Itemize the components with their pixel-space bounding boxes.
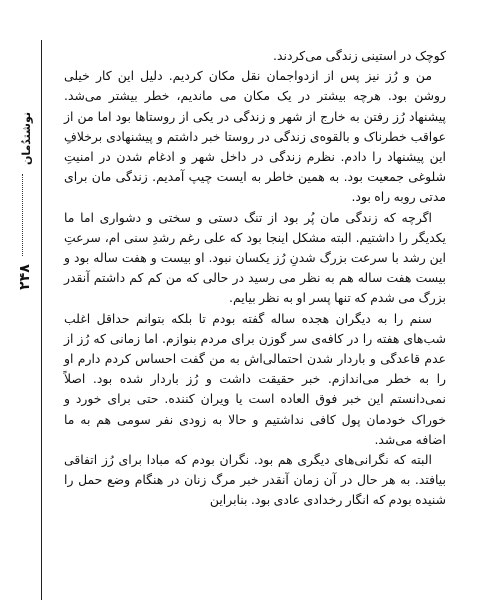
- paragraph: سنم را به دیگران هجده ساله گفته بودم تا بلکه بتوانم حداقل اغلب شب‌های هفته را در کافه‌ی سر گوزن برای مردم بنوازم. اما زمانی که رُز از عدم قاعدگی و باردار شدن احتمالی‌اش به من گفت احساس کردم دارم او را به خطر می‌اندازم. خبر حقیقت داشت و رُز باردار شده بود. اصلاً نمی‌دانستم این خبر فوق العاده است یا ویران کننده. حتی برای خورد و خوراک خودمان پول کافی نداشتیم و حالا به زودی نفر سومی هم به ما اضافه می‌شد.: [64, 310, 446, 447]
- paragraph: کوچک در استینی زندگی می‌کردند.: [273, 48, 446, 63]
- paragraph: البته که نگرانی‌های دیگری هم بود. نگران بودم که مبادا برای رُز اتفاقی بیافتد. به هر حال در آن زمان آنقدر خبر مرگ زنان در هنگام وضع حمل را شنیده بودم که انگار رخدادی عادی بود. بنابراین: [64, 452, 446, 508]
- margin-rule: [41, 40, 42, 600]
- running-head-dotted-line: [22, 174, 24, 256]
- running-head-title: نوشتدُمان: [19, 112, 33, 166]
- paragraph: اگرچه که زندگی مان پُر بود از تنگ دستی و سختی و دشواری اما ما یکدیگر را داشتیم. البته مشکل اینجا بود که علی رغم رشدِ سنی ام، سرعتِ این رشد با سرعت بزرگ شدنِ رُز یکسان نبود. او بیست و هفت ساله بود و بیست هفت ساله هم به نظر می رسید در حالی که من کم کم داشتم آنقدر بزرگ می شدم که تنها پسر او به نظر بیایم.: [64, 209, 446, 306]
- page-number-text: ۲۴۸: [17, 264, 33, 290]
- paragraph: من و رُز نیز پس از ازدواجمان نقل مکان کردیم. دلیل این کار خیلی روشن بود. هرچه بیشتر در یک مکان می ماندیم، خطر بیشتر می‌شد. پیشنهاد رُز رفتن به خارج از شهر و زندگی در یکی از روستاها بود اما من از عواقب خطرناک و بالقوه‌ی زندگی در روستا خبر داشتم و پیشنهادی برخلافِ این پیشنهاد را دادم. نظرم زندگی در داخل شهر و ادغام شدن در امنیتِ شلوغی جمعیت بود. به همین خاطر به ایست چیپ آمدیم. زندگی مان برای مدتی روبه راه بود.: [64, 68, 446, 205]
- body-text: [64, 46, 446, 511]
- page-number: [10, 262, 40, 292]
